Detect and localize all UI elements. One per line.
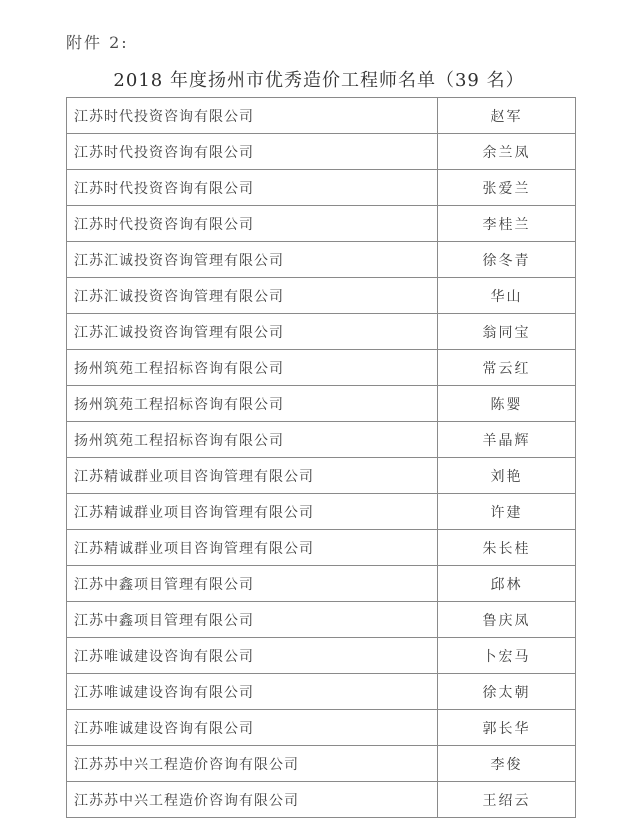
table-row [67, 422, 576, 458]
engineer-name-cell: 华山 [438, 278, 576, 314]
company-cell: 扬州筑苑工程招标咨询有限公司 [67, 386, 438, 422]
engineer-name-cell: 羊晶辉 [438, 422, 576, 458]
engineer-name-cell: 徐冬青 [438, 242, 576, 278]
company-cell: 扬州筑苑工程招标咨询有限公司 [67, 350, 438, 386]
engineer-name-cell: 余兰凤 [438, 134, 576, 170]
company-cell: 江苏唯诚建设咨询有限公司 [67, 674, 438, 710]
table-row [67, 242, 576, 278]
table-row [67, 638, 576, 674]
engineer-name-cell: 赵军 [438, 98, 576, 134]
table-row [67, 530, 576, 566]
table-row [67, 674, 576, 710]
company-cell: 江苏汇诚投资咨询管理有限公司 [67, 278, 438, 314]
table-row [67, 206, 576, 242]
attachment-label: 附件 2: [66, 33, 129, 52]
engineer-name-cell: 刘艳 [438, 458, 576, 494]
company-cell: 江苏时代投资咨询有限公司 [67, 206, 438, 242]
engineer-list-table [66, 97, 576, 818]
table-row [67, 710, 576, 746]
engineer-name-cell: 郭长华 [438, 710, 576, 746]
company-cell: 江苏时代投资咨询有限公司 [67, 170, 438, 206]
company-cell: 江苏唯诚建设咨询有限公司 [67, 710, 438, 746]
table-row [67, 98, 576, 134]
table-row [67, 350, 576, 386]
table-row [67, 782, 576, 818]
table-row [67, 494, 576, 530]
engineer-name-cell: 李俊 [438, 746, 576, 782]
company-cell: 江苏时代投资咨询有限公司 [67, 134, 438, 170]
engineer-name-cell: 卜宏马 [438, 638, 576, 674]
engineer-name-cell: 王绍云 [438, 782, 576, 818]
engineer-name-cell: 鲁庆凤 [438, 602, 576, 638]
table-row [67, 602, 576, 638]
company-cell: 江苏精诚群业项目咨询管理有限公司 [67, 494, 438, 530]
engineer-name-cell: 常云红 [438, 350, 576, 386]
table-row [67, 278, 576, 314]
table-row [67, 566, 576, 602]
company-cell: 江苏苏中兴工程造价咨询有限公司 [67, 746, 438, 782]
document-title: 2018 年度扬州市优秀造价工程师名单（39 名） [113, 70, 525, 91]
engineer-name-cell: 徐太朝 [438, 674, 576, 710]
engineer-name-cell: 张爱兰 [438, 170, 576, 206]
company-cell: 江苏汇诚投资咨询管理有限公司 [67, 242, 438, 278]
company-cell: 江苏中鑫项目管理有限公司 [67, 602, 438, 638]
company-cell: 江苏精诚群业项目咨询管理有限公司 [67, 530, 438, 566]
engineer-name-cell: 翁同宝 [438, 314, 576, 350]
table-row [67, 134, 576, 170]
engineer-name-cell: 邱林 [438, 566, 576, 602]
engineer-list-body [67, 98, 576, 818]
engineer-name-cell: 陈婴 [438, 386, 576, 422]
company-cell: 江苏时代投资咨询有限公司 [67, 98, 438, 134]
table-row [67, 386, 576, 422]
table-row [67, 170, 576, 206]
company-cell: 江苏唯诚建设咨询有限公司 [67, 638, 438, 674]
company-cell: 江苏精诚群业项目咨询管理有限公司 [67, 458, 438, 494]
table-row [67, 314, 576, 350]
company-cell: 江苏苏中兴工程造价咨询有限公司 [67, 782, 438, 818]
engineer-name-cell: 李桂兰 [438, 206, 576, 242]
company-cell: 扬州筑苑工程招标咨询有限公司 [67, 422, 438, 458]
company-cell: 江苏中鑫项目管理有限公司 [67, 566, 438, 602]
company-cell: 江苏汇诚投资咨询管理有限公司 [67, 314, 438, 350]
table-row [67, 746, 576, 782]
table-row [67, 458, 576, 494]
engineer-name-cell: 朱长桂 [438, 530, 576, 566]
engineer-name-cell: 许建 [438, 494, 576, 530]
